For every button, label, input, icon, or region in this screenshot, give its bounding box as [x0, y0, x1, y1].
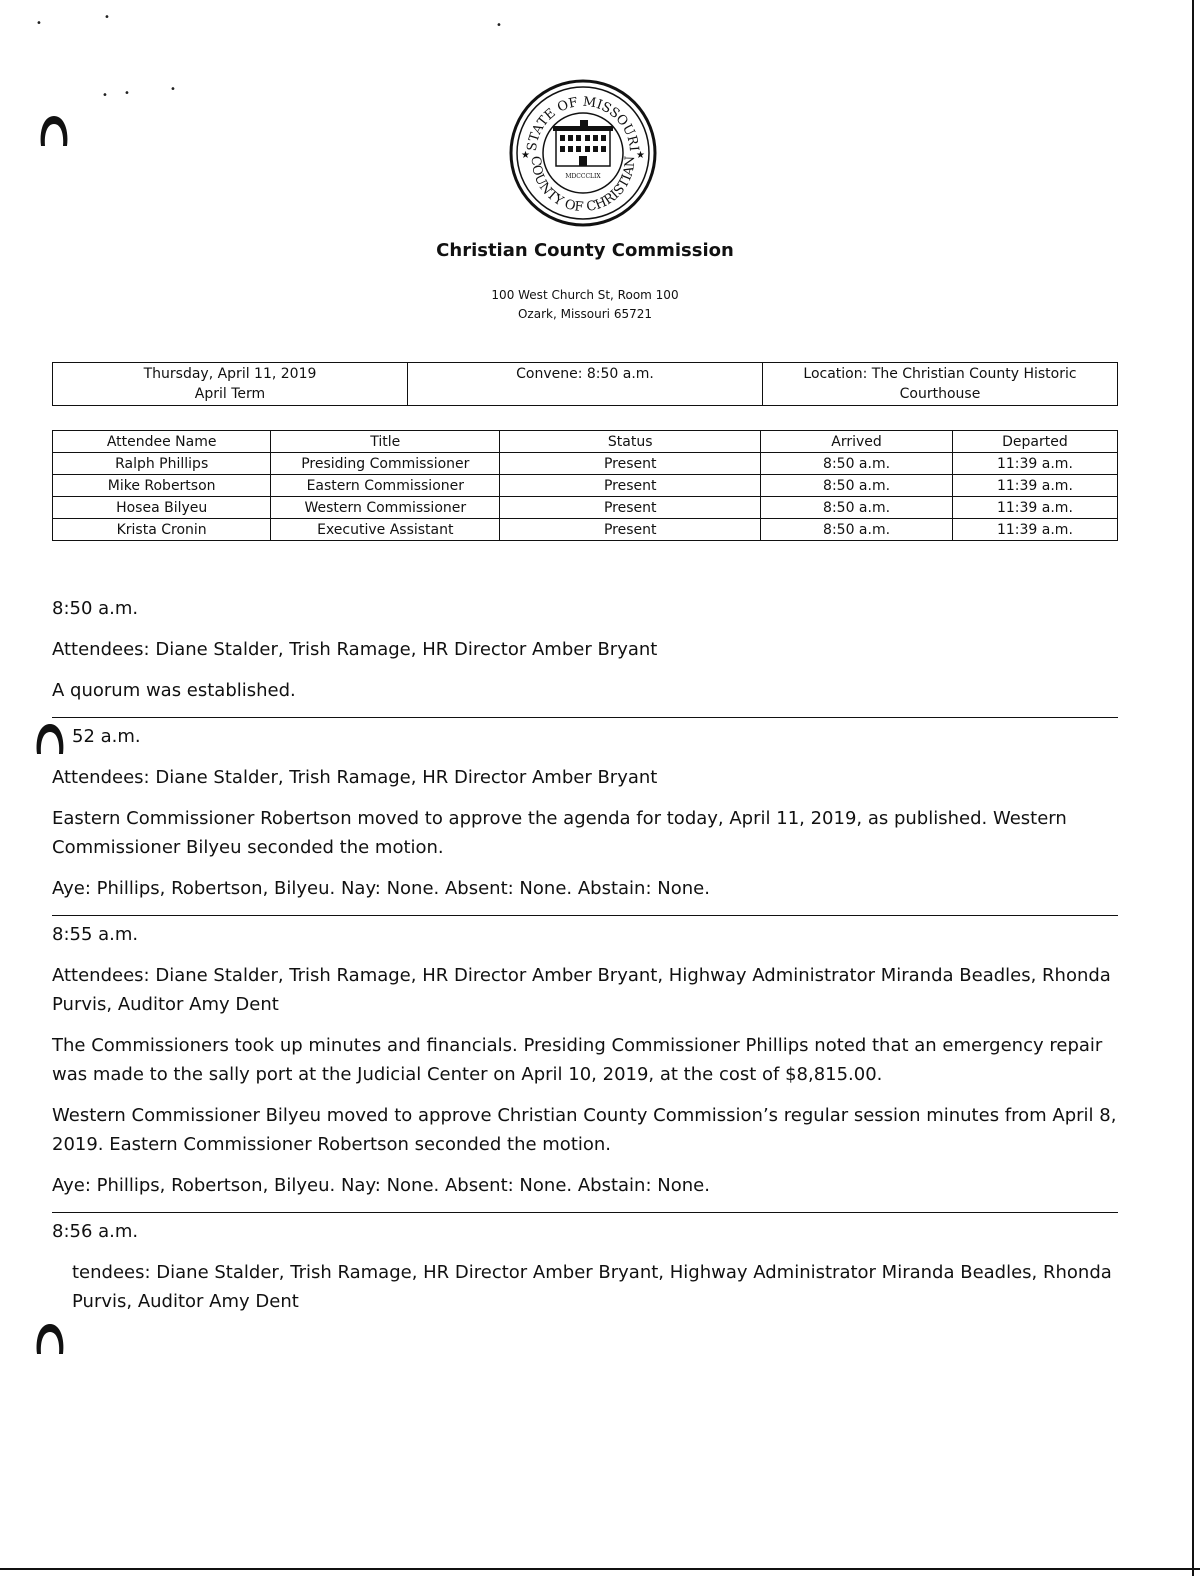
table-cell: Executive Assistant	[271, 519, 500, 541]
table-cell: Hosea Bilyeu	[53, 497, 271, 519]
table-row	[53, 475, 1118, 497]
column-header: Departed	[952, 431, 1117, 453]
scan-speck: •	[124, 88, 130, 99]
column-header: Attendee Name	[53, 431, 271, 453]
table-cell: 11:39 a.m.	[952, 475, 1117, 497]
table-cell: 11:39 a.m.	[952, 453, 1117, 475]
page-edge-right	[1192, 0, 1194, 1576]
table-cell: 11:39 a.m.	[952, 497, 1117, 519]
minutes-entry	[52, 590, 1118, 718]
meeting-location-line-1: Location: The Christian County Historic	[803, 366, 1077, 382]
entry-paragraph: Aye: Phillips, Robertson, Bilyeu. Nay: None. Absent: None. Abstain: None.	[52, 1175, 710, 1196]
scan-speck: •	[36, 18, 42, 29]
address-line-2: Ozark, Missouri 65721	[517, 307, 652, 321]
county-seal-icon	[508, 78, 658, 228]
table-cell: 11:39 a.m.	[952, 519, 1117, 541]
table-row	[53, 519, 1118, 541]
page-edge-bottom	[0, 1568, 1200, 1570]
column-header: Arrived	[761, 431, 953, 453]
table-cell: 8:50 a.m.	[761, 519, 953, 541]
meeting-date-cell	[53, 363, 408, 406]
entry-time: 8:55 a.m.	[52, 924, 139, 945]
entry-paragraph: Attendees: Diane Stalder, Trish Ramage, HR Director Amber Bryant	[52, 639, 658, 660]
entry-time: 8:56 a.m.	[52, 1221, 139, 1242]
meeting-convene-cell	[408, 363, 763, 406]
minutes-entry	[52, 718, 1118, 916]
courthouse-icon	[553, 120, 613, 166]
meeting-date: Thursday, April 11, 2019	[143, 366, 317, 382]
scan-speck: •	[496, 20, 502, 31]
seal-year: MDCCCLIX	[565, 173, 601, 180]
scan-speck: •	[170, 84, 176, 95]
table-cell: 8:50 a.m.	[761, 497, 953, 519]
meeting-location-line-2: Courthouse	[899, 386, 981, 402]
table-cell: Western Commissioner	[271, 497, 500, 519]
minutes-body	[52, 590, 1118, 1328]
entry-paragraph: Eastern Commissioner Robertson moved to approve the agenda for today, April 11, 2019, as published. Western Commissioner Bilyeu seconded the motion.	[52, 808, 1067, 858]
entry-paragraph: Western Commissioner Bilyeu moved to approve Christian County Commission’s regular session minutes from April 8, 2019. Eastern Commissioner Robertson seconded the motion.	[52, 1105, 1117, 1155]
meeting-info-table	[52, 362, 1118, 406]
meeting-location-cell	[763, 363, 1118, 406]
table-cell: Mike Robertson	[53, 475, 271, 497]
entry-paragraph: A quorum was established.	[52, 680, 296, 701]
table-cell: Present	[500, 497, 761, 519]
table-header-row	[53, 431, 1118, 453]
scan-speck: •	[104, 12, 110, 23]
scan-speck: •	[102, 90, 108, 101]
meeting-convene: Convene: 8:50 a.m.	[516, 366, 654, 382]
address-line-1: 100 West Church St, Room 100	[491, 288, 679, 302]
table-cell: 8:50 a.m.	[761, 453, 953, 475]
svg-text:★: ★	[521, 150, 530, 161]
column-header: Status	[500, 431, 761, 453]
entry-paragraph: Attendees: Diane Stalder, Trish Ramage, HR Director Amber Bryant, Highway Administrator Miranda Beadles, Rhonda Purvis, Auditor Amy Dent	[52, 965, 1111, 1015]
entry-time: 52 a.m.	[72, 726, 141, 747]
entry-paragraph: The Commissioners took up minutes and financials. Presiding Commissioner Phillips noted that an emergency repair was made to the sally port at the Judicial Center on April 10, 2019, at the cost of $8,815.00.	[52, 1035, 1103, 1085]
table-cell: Presiding Commissioner	[271, 453, 500, 475]
minutes-entry	[52, 916, 1118, 1213]
table-cell: Present	[500, 453, 761, 475]
svg-text:★: ★	[636, 150, 645, 161]
table-cell: Krista Cronin	[53, 519, 271, 541]
table-cell: Ralph Phillips	[53, 453, 271, 475]
attendance-table	[52, 430, 1118, 541]
minutes-entry	[52, 1213, 1118, 1316]
seal-text-bottom: COUNTY OF CHRISTIAN	[527, 155, 639, 216]
table-cell: Present	[500, 519, 761, 541]
entry-time: 8:50 a.m.	[52, 598, 139, 619]
seal-text-top: STATE OF MISSOURI	[524, 94, 642, 152]
table-row	[53, 497, 1118, 519]
column-header: Title	[271, 431, 500, 453]
meeting-term: April Term	[194, 386, 266, 402]
entry-paragraph: Attendees: Diane Stalder, Trish Ramage, HR Director Amber Bryant	[52, 767, 658, 788]
table-cell: Eastern Commissioner	[271, 475, 500, 497]
entry-paragraph: Aye: Phillips, Robertson, Bilyeu. Nay: None. Absent: None. Abstain: None.	[52, 878, 710, 899]
table-cell: 8:50 a.m.	[761, 475, 953, 497]
entry-paragraph: tendees: Diane Stalder, Trish Ramage, HR Director Amber Bryant, Highway Administrator Miranda Beadles, Rhonda Purvis, Auditor Amy Dent	[72, 1262, 1112, 1312]
table-cell: Present	[500, 475, 761, 497]
table-row	[53, 453, 1118, 475]
punch-hole-icon	[38, 112, 70, 148]
page-title: Christian County Commission	[436, 240, 734, 261]
